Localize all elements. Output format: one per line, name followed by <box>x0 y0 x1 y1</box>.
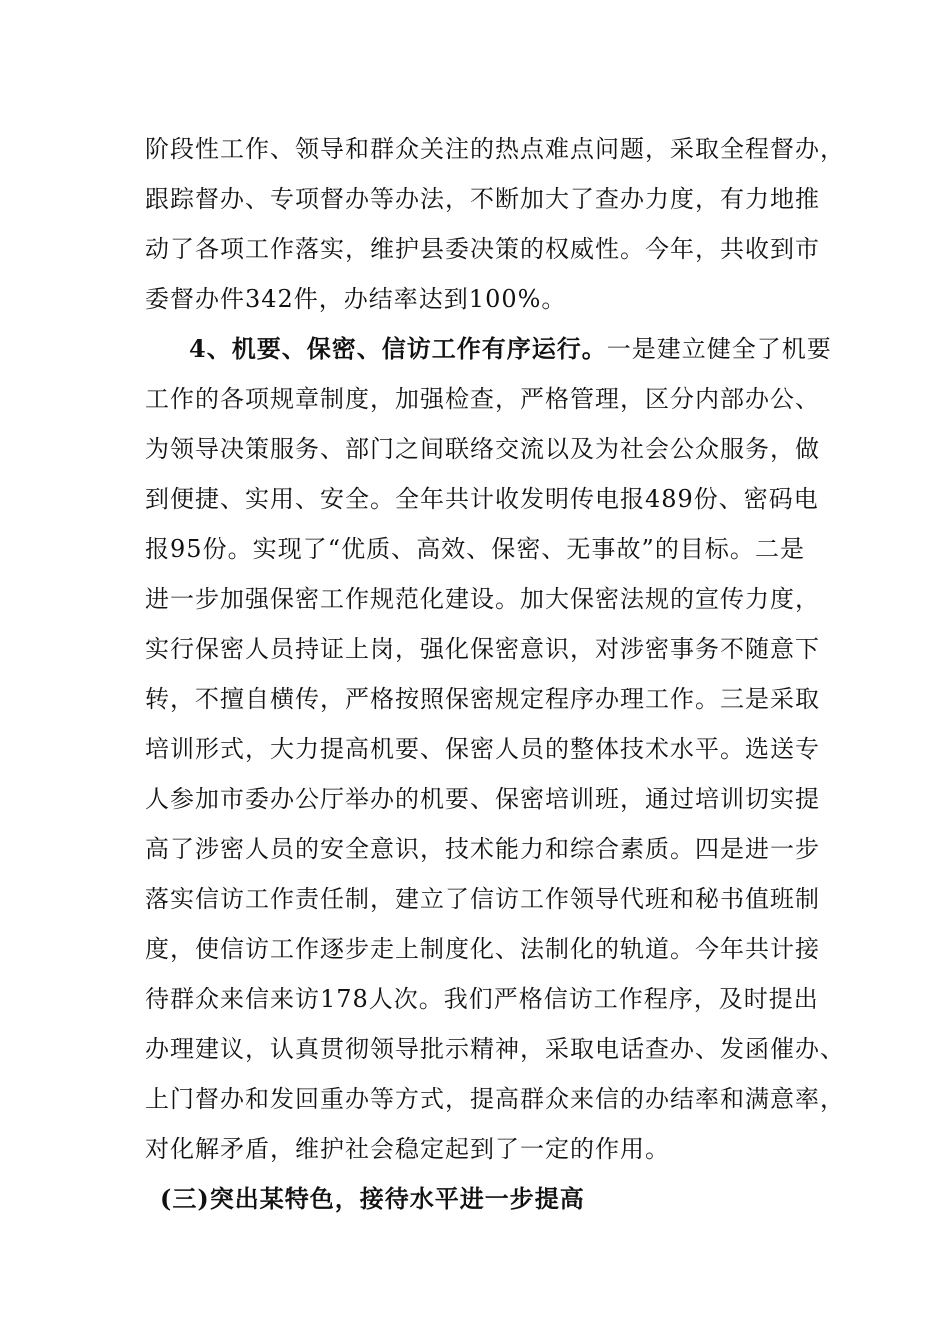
paragraph-line: 实行保密人员持证上岗，强化保密意识，对涉密事务不随意下 <box>145 635 820 663</box>
paragraph-line: 为领导决策服务、部门之间联络交流以及为社会公众服务，做 <box>145 435 820 463</box>
paragraph-line: 上门督办和发回重办等方式，提高群众来信的办结率和满意率， <box>145 1085 845 1113</box>
paragraph-line: 落实信访工作责任制，建立了信访工作领导代班和秘书值班制 <box>145 885 820 913</box>
paragraph-text: 一是建立健全了机要 <box>606 335 832 363</box>
paragraph-line: 进一步加强保密工作规范化建设。加大保密法规的宣传力度， <box>145 585 820 613</box>
paragraph-line: 到便捷、实用、安全。全年共计收发明传电报489份、密码电 <box>145 485 819 513</box>
paragraph-line: 委督办件342件，办结率达到100%。 <box>145 285 567 313</box>
paragraph-first-line <box>189 334 832 364</box>
paragraph-line: 跟踪督办、专项督办等办法，不断加大了查办力度，有力地推 <box>145 185 820 213</box>
paragraph-line: 办理建议，认真贯彻领导批示精神，采取电话查办、发函催办、 <box>145 1035 845 1063</box>
paragraph-line: 阶段性工作、领导和群众关注的热点难点问题，采取全程督办， <box>145 135 845 163</box>
subsection-heading: 4、机要、保密、信访工作有序运行。 <box>189 334 607 363</box>
paragraph-line: 待群众来信来访178人次。我们严格信访工作程序，及时提出 <box>145 985 819 1013</box>
paragraph-line: 转，不擅自横传，严格按照保密规定程序办理工作。三是采取 <box>145 685 820 713</box>
paragraph-line: 工作的各项规章制度，加强检查，严格管理，区分内部办公、 <box>145 385 820 413</box>
section-heading: (三)突出某特色，接待水平进一步提高 <box>160 1184 585 1213</box>
paragraph-line: 高了涉密人员的安全意识，技术能力和综合素质。四是进一步 <box>145 835 820 863</box>
paragraph-line: 培训形式，大力提高机要、保密人员的整体技术水平。选送专 <box>145 735 820 763</box>
paragraph-line: 人参加市委办公厅举办的机要、保密培训班，通过培训切实提 <box>145 785 820 813</box>
paragraph-line: 度，使信访工作逐步走上制度化、法制化的轨道。今年共计接 <box>145 935 820 963</box>
paragraph-line: 动了各项工作落实，维护县委决策的权威性。今年，共收到市 <box>145 235 820 263</box>
paragraph-line: 对化解矛盾，维护社会稳定起到了一定的作用。 <box>145 1135 670 1163</box>
paragraph-line: 报95份。实现了“优质、高效、保密、无事故”的目标。二是 <box>145 535 805 563</box>
